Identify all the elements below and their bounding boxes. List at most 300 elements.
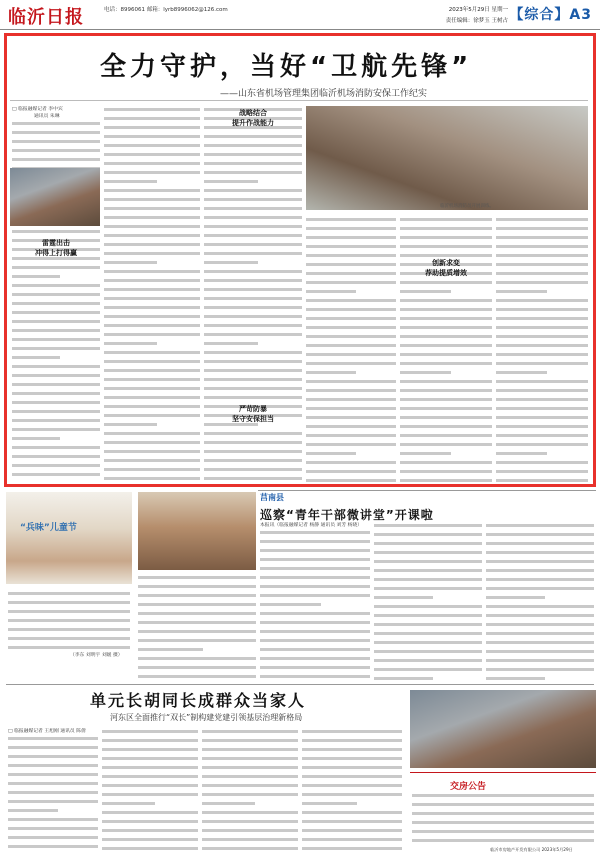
text-line [12, 320, 100, 327]
section-title-3: 战略结合 [239, 109, 267, 117]
text-line [8, 601, 130, 608]
text-line [104, 450, 200, 457]
text-line [12, 266, 100, 273]
text-line [12, 428, 100, 435]
text-line [306, 254, 396, 261]
text-line [260, 576, 370, 583]
text-line [486, 524, 594, 531]
text-line [12, 464, 100, 471]
text-line [104, 396, 200, 403]
community-photo [410, 690, 596, 768]
text-line [412, 812, 594, 819]
text-line [486, 596, 594, 603]
text-line [496, 254, 588, 261]
text-line [104, 108, 200, 115]
text-line [302, 730, 402, 737]
text-line [260, 648, 370, 655]
text-line [486, 659, 594, 666]
text-line [204, 270, 302, 277]
text-line [204, 153, 302, 160]
text-line [260, 558, 370, 565]
text-line [374, 641, 482, 648]
issue-date: 2023年5月29日 星期一 [448, 7, 508, 13]
text-line [102, 802, 198, 809]
text-line [8, 628, 130, 635]
text-line [104, 441, 200, 448]
text-line [138, 666, 256, 673]
firefighters-photo [306, 106, 588, 210]
text-line [8, 800, 98, 807]
text-line [486, 605, 594, 612]
text-line [260, 540, 370, 547]
text-line [306, 425, 396, 432]
text-line [8, 818, 98, 825]
text-line [306, 416, 396, 423]
lead-byline: □ 临报融媒记者 李中宾 [12, 107, 63, 112]
text-line [400, 299, 492, 306]
text-line [302, 766, 402, 773]
text-line [306, 371, 396, 378]
text-line [104, 162, 200, 169]
lead-column-5 [400, 216, 492, 482]
text-line [496, 227, 588, 234]
text-line [204, 162, 302, 169]
text-line [400, 317, 492, 324]
text-line [374, 524, 482, 531]
story2-column-2 [374, 522, 482, 680]
text-line [260, 603, 370, 610]
text-line [496, 263, 588, 270]
text-line [204, 459, 302, 466]
text-line [306, 407, 396, 414]
text-line [102, 820, 198, 827]
text-line [496, 353, 588, 360]
text-line [400, 335, 492, 342]
story2-column-3 [486, 522, 594, 680]
text-line [104, 432, 200, 439]
section-title-8: 荐助提质增效 [425, 269, 467, 277]
text-line [374, 614, 482, 621]
text-line [400, 353, 492, 360]
text-line [306, 353, 396, 360]
section-title-5: 严苛防暴 [239, 405, 267, 413]
text-line [12, 284, 100, 291]
text-line [204, 252, 302, 259]
text-line [486, 533, 594, 540]
text-line [486, 677, 594, 680]
text-line [412, 803, 594, 810]
text-line [306, 308, 396, 315]
text-line [260, 585, 370, 592]
text-line [496, 461, 588, 468]
text-line [260, 594, 370, 601]
story2-byline: 本报讯（临报融媒记者 杨静 通讯员 刘芳 杨晓） [260, 523, 363, 528]
text-line [204, 189, 302, 196]
story2-column-1 [260, 522, 370, 680]
text-line [204, 306, 302, 313]
text-line [202, 811, 298, 818]
text-line [306, 344, 396, 351]
text-line [204, 234, 302, 241]
story3-column-2 [102, 728, 198, 852]
story2-headline: 巡察“青年干部微讲堂”开课啦 [260, 508, 434, 522]
kids-byline: （李东 刘明宇 刘媛 摄） [70, 653, 123, 658]
text-line [374, 650, 482, 657]
text-line [8, 637, 130, 644]
divider [258, 490, 596, 491]
text-line [486, 587, 594, 594]
text-line [204, 225, 302, 232]
story3-column-1 [8, 728, 98, 852]
text-line [104, 333, 200, 340]
text-line [104, 279, 200, 286]
text-line [496, 398, 588, 405]
text-line [260, 675, 370, 680]
text-line [8, 755, 98, 762]
text-line [8, 782, 98, 789]
text-line [486, 560, 594, 567]
text-line [302, 829, 402, 836]
text-line [496, 344, 588, 351]
text-line [104, 261, 200, 268]
newspaper-logo: 临沂日报 [8, 7, 84, 28]
text-line [104, 414, 200, 421]
text-line [306, 452, 396, 459]
text-line [8, 610, 130, 617]
text-line [306, 263, 396, 270]
text-line [496, 236, 588, 243]
text-line [204, 315, 302, 322]
text-line [104, 180, 200, 187]
text-line [138, 657, 256, 664]
text-line [12, 356, 100, 363]
text-line [374, 677, 482, 680]
text-line [8, 773, 98, 780]
text-line [204, 180, 302, 187]
notice-title: 交房公告 [450, 782, 487, 792]
text-line [202, 838, 298, 845]
text-line [496, 407, 588, 414]
story3-byline: □ 临报融媒记者 王旭刚 通讯员 陈倩 [8, 729, 86, 734]
text-line [138, 585, 256, 592]
text-line [12, 383, 100, 390]
text-line [374, 560, 482, 567]
text-line [302, 739, 402, 746]
text-line [102, 847, 198, 852]
section-tag: 【综合】A3 [509, 7, 592, 23]
text-line [204, 207, 302, 214]
text-line [412, 830, 594, 837]
text-line [486, 542, 594, 549]
text-line [496, 425, 588, 432]
text-line [306, 299, 396, 306]
text-line [138, 675, 256, 680]
text-line [400, 452, 492, 459]
text-line [12, 140, 100, 147]
text-line [104, 270, 200, 277]
text-line [138, 603, 256, 610]
notice-signature: 临沂市房地产开发有限公司 2023年5月29日 [490, 847, 573, 852]
text-line [302, 757, 402, 764]
text-line [104, 468, 200, 475]
text-line [104, 153, 200, 160]
text-line [204, 135, 302, 142]
soldier-photo [138, 492, 256, 570]
text-line [104, 216, 200, 223]
text-line [8, 592, 130, 599]
text-line [12, 311, 100, 318]
text-line [260, 549, 370, 556]
text-line [204, 288, 302, 295]
text-line [12, 473, 100, 480]
section-title-4: 提升作战能力 [232, 119, 274, 127]
text-line [104, 234, 200, 241]
text-line [302, 847, 402, 852]
text-line [202, 802, 298, 809]
text-line [204, 171, 302, 178]
text-line [400, 227, 492, 234]
lead-column-2 [104, 106, 200, 482]
text-line [204, 279, 302, 286]
text-line [400, 281, 492, 288]
text-line [496, 443, 588, 450]
text-line [102, 739, 198, 746]
text-line [374, 596, 482, 603]
lead-column-3 [204, 106, 302, 482]
text-line [102, 811, 198, 818]
text-line [8, 764, 98, 771]
middle-column [138, 574, 256, 680]
text-line [12, 131, 100, 138]
text-line [496, 218, 588, 225]
text-line [400, 470, 492, 477]
text-line [374, 605, 482, 612]
text-line [8, 646, 130, 650]
text-line [496, 452, 588, 459]
text-line [496, 389, 588, 396]
text-line [104, 324, 200, 331]
text-line [104, 315, 200, 322]
text-line [306, 398, 396, 405]
text-line [102, 775, 198, 782]
text-line [12, 446, 100, 453]
text-line [412, 794, 594, 801]
text-line [138, 648, 256, 655]
text-line [374, 632, 482, 639]
text-line [302, 784, 402, 791]
text-line [202, 847, 298, 852]
text-line [102, 757, 198, 764]
text-line [104, 306, 200, 313]
text-line [104, 225, 200, 232]
text-line [104, 297, 200, 304]
text-line [102, 730, 198, 737]
text-line [12, 410, 100, 417]
text-line [306, 290, 396, 297]
text-line [486, 650, 594, 657]
text-line [12, 293, 100, 300]
text-line [374, 578, 482, 585]
text-line [306, 227, 396, 234]
text-line [12, 401, 100, 408]
text-line [12, 230, 100, 237]
text-line [496, 371, 588, 378]
text-line [400, 245, 492, 252]
text-line [400, 389, 492, 396]
kids-photo [6, 492, 132, 584]
notice-body [412, 792, 594, 842]
text-line [102, 793, 198, 800]
text-line [412, 821, 594, 828]
text-line [374, 587, 482, 594]
text-line [260, 666, 370, 673]
text-line [306, 245, 396, 252]
text-line [496, 470, 588, 477]
text-line [12, 392, 100, 399]
text-line [12, 158, 100, 165]
text-line [12, 365, 100, 372]
text-line [138, 621, 256, 628]
lead-column-1 [12, 106, 100, 482]
text-line [486, 614, 594, 621]
text-line [260, 639, 370, 646]
text-line [12, 302, 100, 309]
section-title-6: 坚守安保担当 [232, 415, 274, 423]
text-line [104, 288, 200, 295]
text-line [12, 419, 100, 426]
text-line [12, 122, 100, 129]
section-title-1: 雷霆出击 [42, 239, 70, 247]
text-line [104, 207, 200, 214]
text-line [400, 425, 492, 432]
text-line [496, 272, 588, 279]
text-line [400, 479, 492, 482]
text-line [104, 117, 200, 124]
text-line [306, 434, 396, 441]
text-line [496, 416, 588, 423]
text-line [204, 432, 302, 439]
text-line [12, 338, 100, 345]
editor-credit: 责任编辑：徐梦玉 王树占 [445, 18, 508, 24]
text-line [400, 290, 492, 297]
text-line [260, 567, 370, 574]
text-line [204, 387, 302, 394]
divider [10, 100, 588, 101]
text-line [400, 218, 492, 225]
text-line [374, 551, 482, 558]
text-line [204, 423, 302, 430]
text-line [104, 360, 200, 367]
text-line [8, 746, 98, 753]
section-title-7: 创新求变 [432, 259, 460, 267]
text-line [302, 748, 402, 755]
text-line [104, 144, 200, 151]
text-line [12, 437, 100, 444]
text-line [204, 198, 302, 205]
text-line [486, 632, 594, 639]
story3-headline: 单元长胡同长成群众当家人 [90, 691, 307, 710]
text-line [302, 811, 402, 818]
hotline-text: 电话：8996061 邮箱：lyrb8996062@126.com [104, 7, 228, 13]
text-line [496, 335, 588, 342]
text-line [496, 308, 588, 315]
text-line [104, 477, 200, 482]
text-line [400, 236, 492, 243]
text-line [204, 342, 302, 349]
text-line [496, 362, 588, 369]
lead-headline: 全力守护，当好“卫航先锋” [100, 52, 473, 82]
text-line [486, 623, 594, 630]
text-line [138, 630, 256, 637]
text-line [204, 261, 302, 268]
story3-subheadline: 河东区全面推行“双长”制构建党建引领基层治理新格局 [110, 713, 303, 722]
text-line [102, 766, 198, 773]
text-line [204, 351, 302, 358]
text-line [8, 836, 98, 843]
lead-column-6 [496, 216, 588, 482]
text-line [260, 621, 370, 628]
text-line [204, 450, 302, 457]
text-line [260, 612, 370, 619]
text-line [496, 299, 588, 306]
text-line [486, 668, 594, 675]
text-line [486, 578, 594, 585]
text-line [204, 216, 302, 223]
text-line [204, 396, 302, 403]
text-line [12, 455, 100, 462]
text-line [204, 333, 302, 340]
text-line [306, 218, 396, 225]
text-line [138, 612, 256, 619]
text-line [102, 838, 198, 845]
text-line [202, 784, 298, 791]
text-line [8, 809, 98, 816]
text-line [496, 434, 588, 441]
text-line [204, 360, 302, 367]
text-line [12, 347, 100, 354]
kids-headline: “兵味”儿童节 [20, 523, 77, 533]
text-line [400, 407, 492, 414]
section-title-2: 冲得上打得赢 [35, 249, 77, 257]
text-line [374, 659, 482, 666]
text-line [400, 398, 492, 405]
text-line [204, 468, 302, 475]
text-line [102, 784, 198, 791]
text-line [104, 369, 200, 376]
text-line [104, 459, 200, 466]
text-line [306, 470, 396, 477]
text-line [102, 829, 198, 836]
text-line [306, 317, 396, 324]
text-line [202, 748, 298, 755]
text-line [306, 443, 396, 450]
text-line [202, 766, 298, 773]
text-line [12, 329, 100, 336]
text-line [104, 423, 200, 430]
text-line [486, 641, 594, 648]
text-line [496, 317, 588, 324]
text-line [496, 479, 588, 482]
text-line [104, 387, 200, 394]
text-line [204, 378, 302, 385]
text-line [202, 757, 298, 764]
text-line [104, 252, 200, 259]
text-line [8, 845, 98, 852]
text-line [104, 405, 200, 412]
team-photo [10, 168, 100, 226]
text-line [204, 297, 302, 304]
text-line [204, 324, 302, 331]
